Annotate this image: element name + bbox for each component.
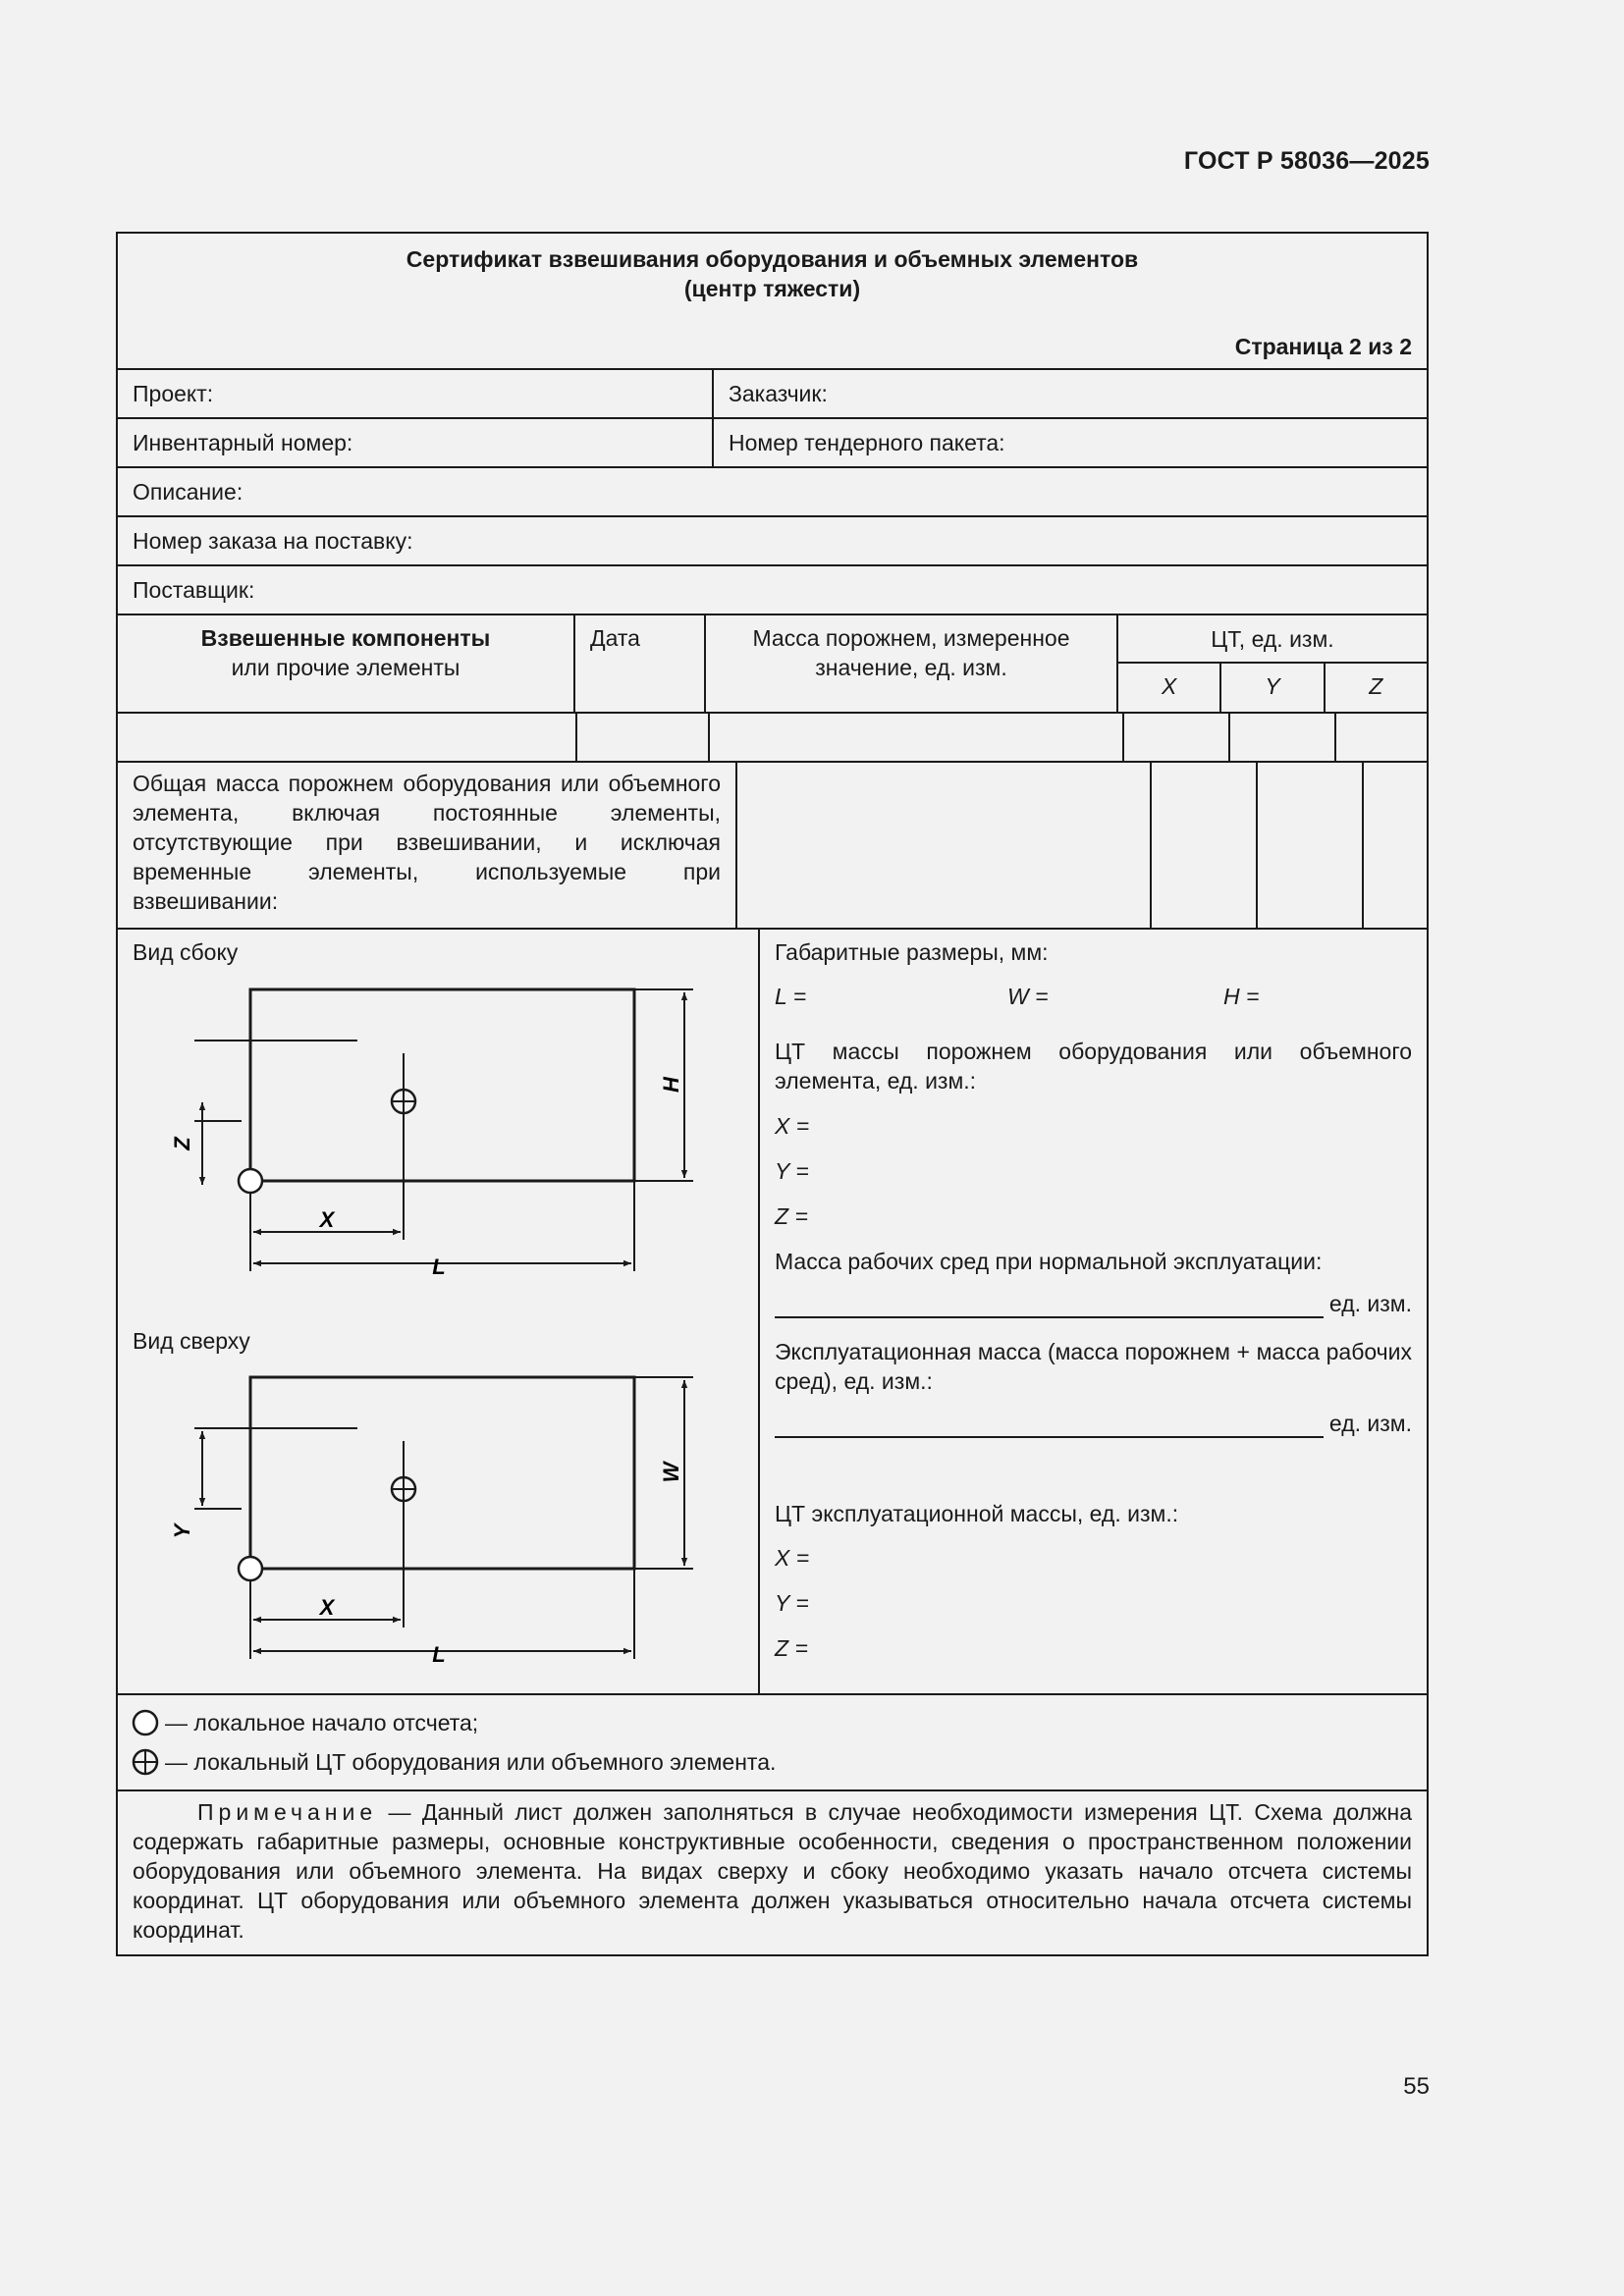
legend-cog	[132, 1742, 1413, 1782]
ct-operational-x-field[interactable]: X =	[775, 1545, 810, 1571]
inventory-row	[118, 419, 1427, 468]
top-dim-w: W	[659, 1462, 683, 1483]
cog-crosshair-icon	[132, 1748, 159, 1776]
media-mass-field[interactable]	[775, 1289, 1412, 1318]
top-view-label: Вид сверху	[133, 1328, 250, 1354]
weighing-certificate-form	[116, 232, 1429, 1956]
note-text: — Данный лист должен заполняться в случае необходимости измерения ЦТ. Схема должна содержать габаритные размеры, основные конструктивные особенности, сведения о пространственном положении оборудования или объемного элемента. На видах сверху и сбоку необходимо указать начало отсчета системы координат. ЦТ оборудования или объемного элемента должен указываться относительно начала отсчета системы координат.	[133, 1799, 1412, 1943]
cell-ct-x[interactable]	[1124, 714, 1230, 761]
header-ct: ЦТ, ед. изм.	[1118, 615, 1427, 664]
total-ct-x[interactable]	[1152, 763, 1258, 928]
tender-package-field[interactable]: Номер тендерного пакета:	[729, 430, 1005, 455]
views-diagram	[118, 930, 758, 1695]
header-ct-group	[1118, 615, 1427, 712]
origin-circle-icon	[132, 1709, 159, 1736]
cell-ct-y[interactable]	[1230, 714, 1336, 761]
project-field[interactable]: Проект:	[118, 370, 714, 417]
side-origin-marker	[239, 1169, 262, 1193]
form-title	[118, 234, 1427, 303]
dim-h-field[interactable]: H =	[1223, 984, 1260, 1009]
supplier-field[interactable]: Поставщик:	[133, 577, 255, 603]
form-title-block	[118, 234, 1427, 370]
dim-l-field[interactable]: L =	[775, 984, 807, 1009]
ct-empty-y-field[interactable]: Y =	[775, 1158, 809, 1184]
supplier-row	[118, 566, 1427, 615]
header-ct-z: Z	[1369, 673, 1383, 699]
page-indicator: Страница 2 из 2	[1234, 334, 1412, 359]
form-title-line2: (центр тяжести)	[683, 276, 861, 301]
header-components	[118, 615, 575, 712]
dim-w-field[interactable]: W =	[1007, 984, 1049, 1009]
document-standard-number: ГОСТ Р 58036—2025	[1183, 147, 1430, 175]
order-row	[118, 517, 1427, 566]
operational-mass-label: Эксплуатационная масса (масса порожнем + масса рабочих сред), ед. изм.:	[775, 1339, 1412, 1394]
top-origin-marker	[239, 1557, 262, 1580]
dimensions-panel	[760, 930, 1427, 1693]
media-mass-label: Масса рабочих сред при нормальной эксплуатации:	[775, 1249, 1323, 1274]
total-mass-label: Общая масса порожнем оборудования или объемного элемента, включая постоянные элементы, отсутствующие при взвешивании, и исключая временные элементы, используемые при взвешивании:	[118, 763, 737, 928]
side-dim-x: X	[319, 1207, 335, 1232]
side-dim-h: H	[659, 1077, 683, 1093]
ct-operational-z-field[interactable]: Z =	[775, 1635, 808, 1661]
dimensions-title: Габаритные размеры, мм:	[775, 939, 1049, 965]
cell-ct-z[interactable]	[1336, 714, 1427, 761]
header-components-bold: Взвешенные компоненты	[200, 625, 491, 651]
side-view-outline	[250, 989, 634, 1181]
note	[118, 1791, 1427, 1954]
header-mass: Масса порожнем, измеренное значение, ед. изм.	[706, 615, 1118, 712]
drawing-row	[118, 930, 1427, 1695]
note-label: Примечание	[197, 1799, 378, 1825]
table-data-row	[118, 714, 1427, 763]
top-dim-y: Y	[170, 1523, 194, 1539]
description-field[interactable]: Описание:	[133, 479, 244, 505]
ct-operational-y-field[interactable]: Y =	[775, 1590, 809, 1616]
header-ct-y: Y	[1221, 664, 1325, 712]
operational-mass-unit: ед. изм.	[1328, 1411, 1412, 1436]
cell-date[interactable]	[577, 714, 710, 761]
legend-origin	[132, 1703, 1413, 1742]
form-title-line1: Сертификат взвешивания оборудования и объемных элементов	[406, 246, 1139, 272]
total-mass-value[interactable]	[737, 763, 1152, 928]
ct-empty-z-field[interactable]: Z =	[775, 1203, 808, 1229]
project-row	[118, 370, 1427, 419]
side-dim-l: L	[432, 1255, 446, 1279]
total-ct-z[interactable]	[1364, 763, 1427, 928]
legend	[118, 1695, 1427, 1791]
side-cog-marker	[392, 1090, 415, 1113]
ct-operational-label: ЦТ эксплуатационной массы, ед. изм.:	[775, 1501, 1179, 1526]
side-view-label: Вид сбоку	[133, 939, 239, 965]
total-ct-y[interactable]	[1258, 763, 1364, 928]
cell-components[interactable]	[118, 714, 577, 761]
description-row	[118, 468, 1427, 517]
media-mass-unit: ед. изм.	[1328, 1291, 1412, 1316]
operational-mass-field[interactable]	[775, 1409, 1412, 1438]
page-number: 55	[1403, 2073, 1430, 2100]
purchase-order-field[interactable]: Номер заказа на поставку:	[133, 528, 413, 554]
side-dim-z: Z	[170, 1137, 194, 1150]
legend-origin-text: — локальное начало отсчета;	[165, 1710, 479, 1735]
top-dim-x: X	[319, 1595, 335, 1620]
header-components-rest: или прочие элементы	[231, 655, 460, 680]
table-header-row	[118, 615, 1427, 714]
top-dim-l: L	[432, 1642, 446, 1667]
top-view-outline	[250, 1377, 634, 1569]
header-ct-x: X	[1118, 664, 1221, 712]
total-mass-row	[118, 763, 1427, 930]
ct-empty-label: ЦТ массы порожнем оборудования или объемного элемента, ед. изм.:	[775, 1039, 1412, 1094]
header-date: Дата	[575, 615, 706, 712]
top-view-drawing	[170, 1377, 693, 1667]
ct-empty-x-field[interactable]: X =	[775, 1113, 810, 1139]
views-panel	[118, 930, 760, 1693]
inventory-number-field[interactable]: Инвентарный номер:	[118, 419, 714, 466]
top-cog-marker	[392, 1477, 415, 1501]
cell-mass[interactable]	[710, 714, 1124, 761]
legend-cog-text: — локальный ЦТ оборудования или объемного элемента.	[165, 1749, 777, 1775]
side-view-drawing	[170, 989, 693, 1279]
customer-field[interactable]: Заказчик:	[729, 381, 828, 406]
